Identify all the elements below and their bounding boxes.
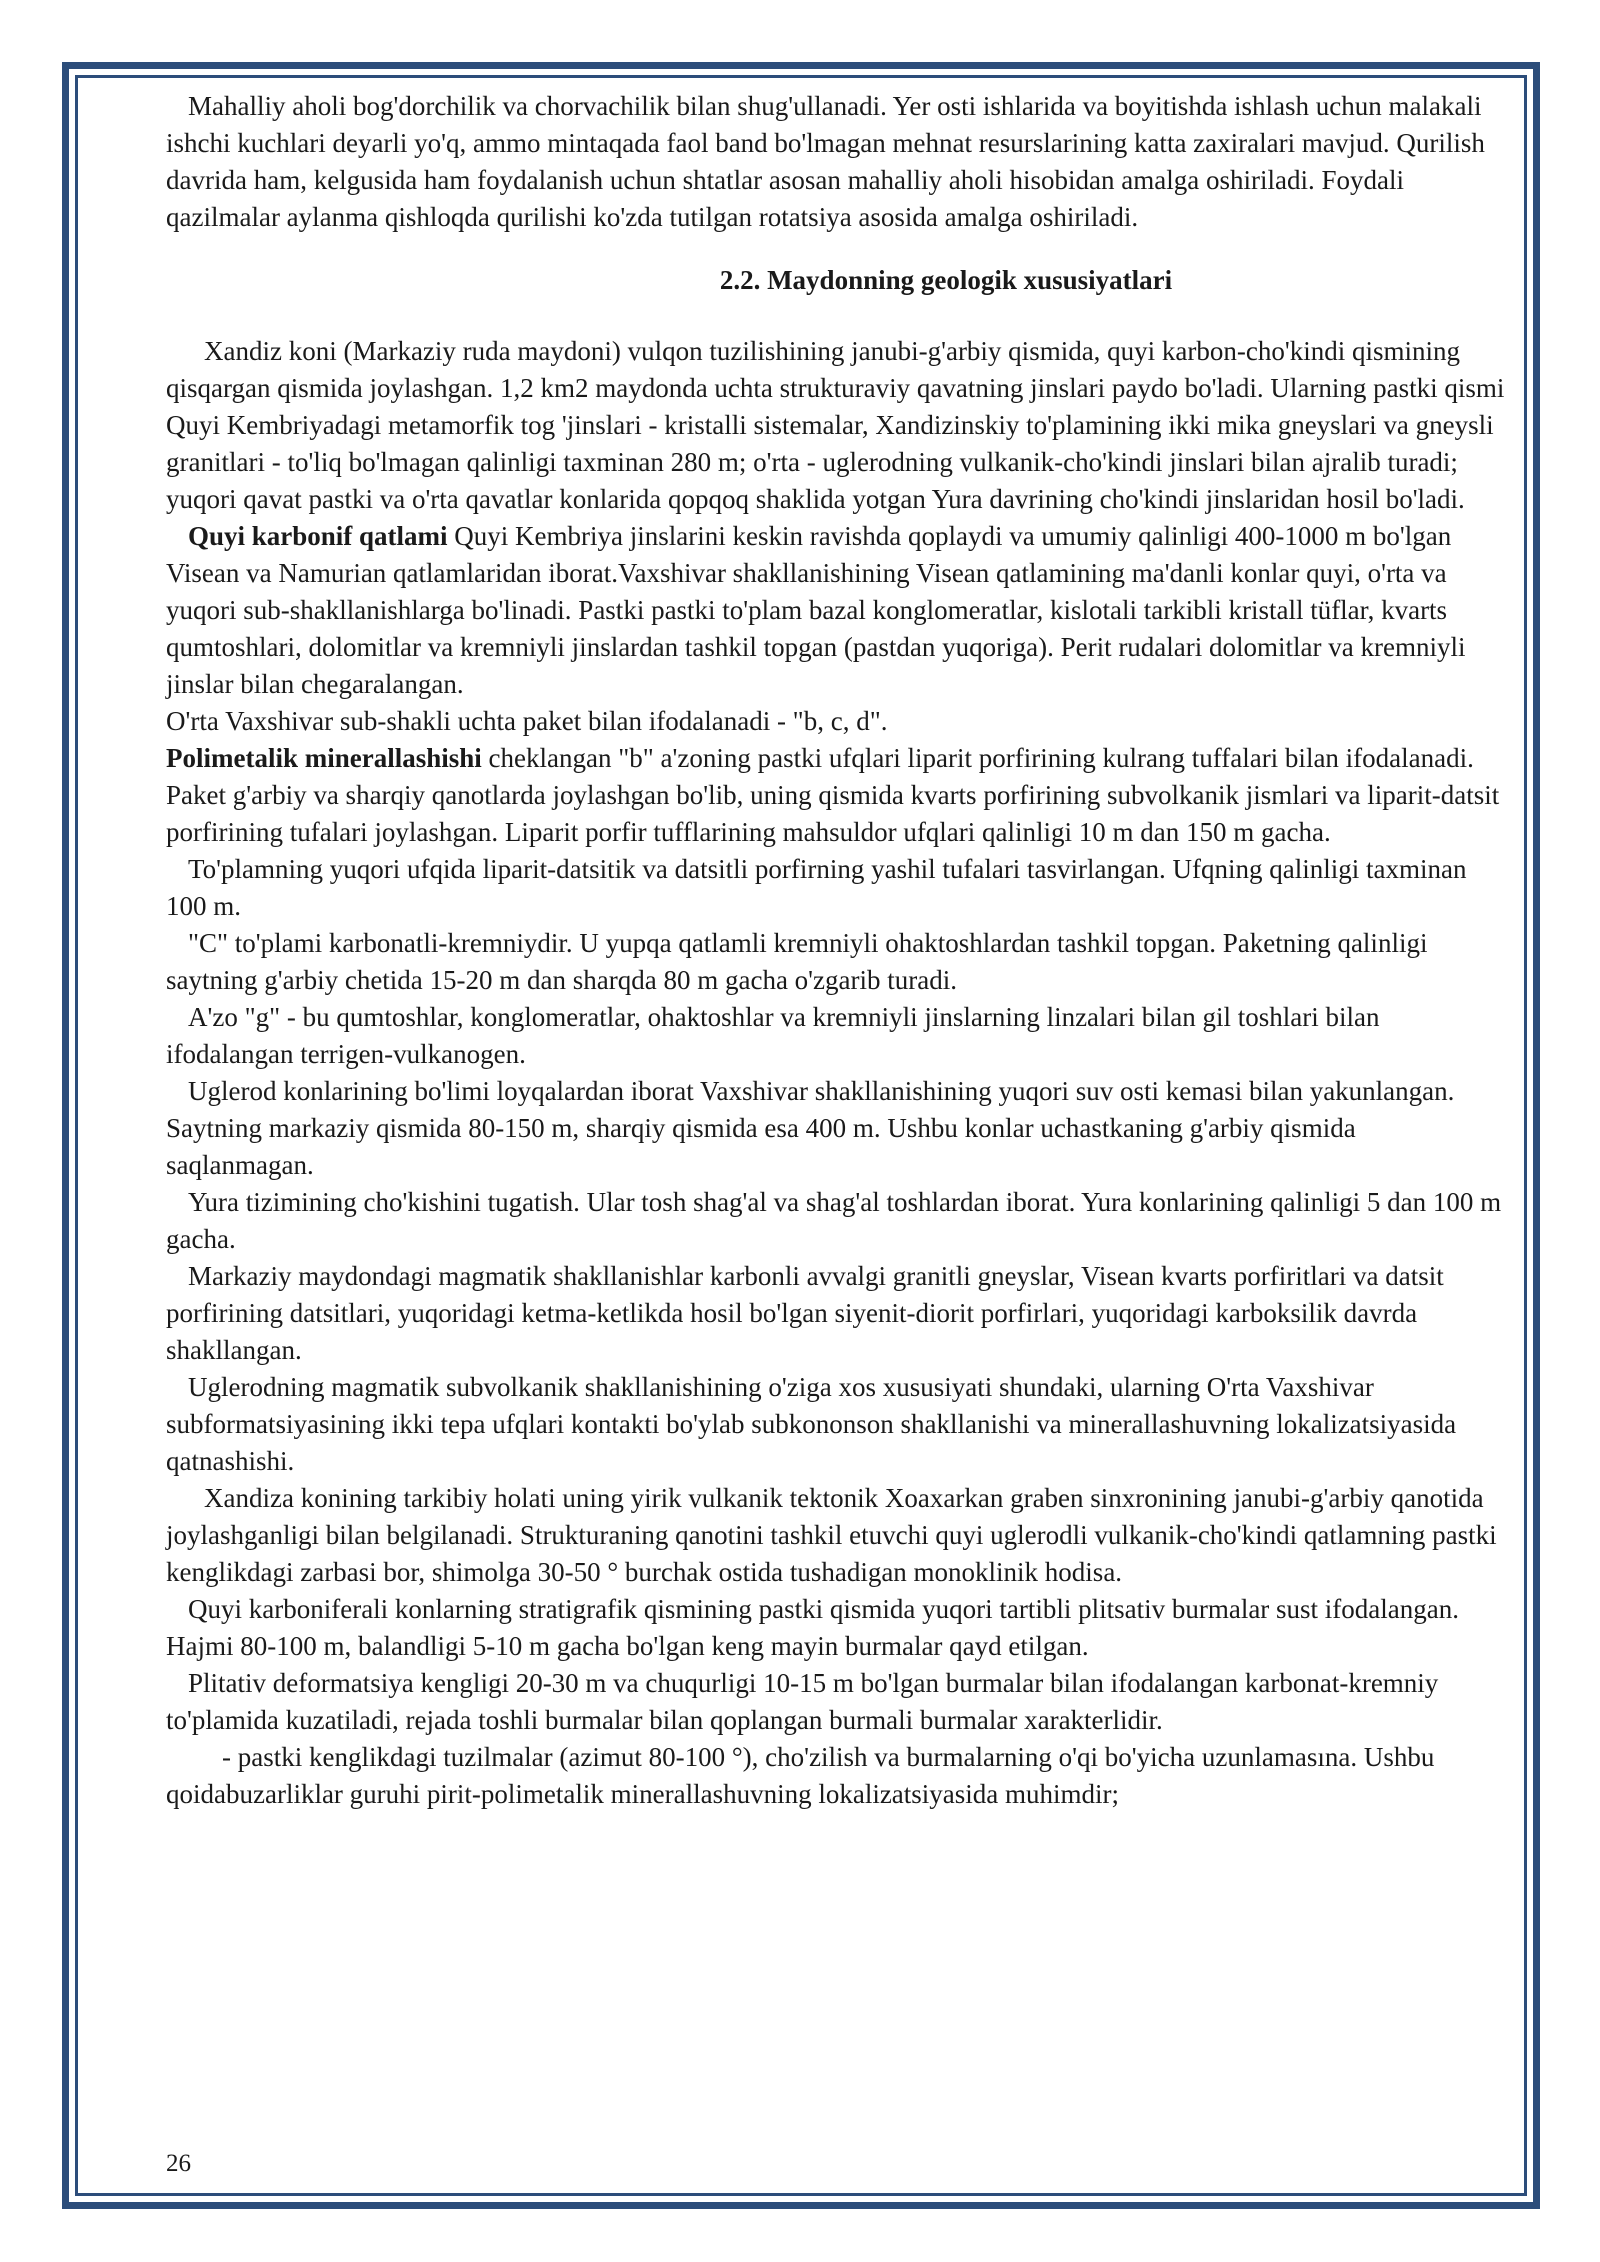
paragraph-c-member: "C" to'plami karbonatli-kremniydir. U yupqa qatlamli kremniyli ohaktoshlardan tashkil topgan. Paketning qalinligi saytning g'arbiy chetida 15-20 m dan sharqda 80 m gacha o'zgarib turadi. (166, 928, 1428, 995)
paragraph-plicative-deformation: Plitativ deformatsiya kengligi 20-30 m va chuqurligi 10-15 m bo'lgan burmalar bilan ifodalangan karbonat-kremniy to'plamida kuzatiladi, rejada toshli burmalar bilan qoplangan burmali burmalar xarakterlidir. (166, 1668, 1439, 1735)
paragraph-local-population: Mahalliy aholi bog'dorchilik va chorvachilik bilan shug'ullanadi. Yer osti ishlarida va boyitishda ishlash uchun malakali ishchi kuchlari deyarli yo'q, ammo mintaqada faol band bo'lmagan mehnat resurslarining katta zaxiralari mavjud. Qurilish davrida ham, kelgusida ham foydalanish uchun shtatlar asosan mahalliy aholi hisobidan amalga oshiriladi. Foydali qazilmalar aylanma qishloqda qurilishi ko'zda tutilgan rotatsiya asosida amalga oshiriladi. (166, 91, 1485, 232)
bold-term-polymetallic: Polimetalik minerallashishi (166, 743, 482, 773)
paragraph-upper-horizon: To'plamning yuqori ufqida liparit-datsitik va datsitli porfirning yashil tufalari tasvirlangan. Ufqning qalinligi taxminan 100 m. (166, 854, 1467, 921)
paragraph-structural-position: Xandiza konining tarkibiy holati uning yirik vulkanik tektonik Xoaxarkan graben sinxronining janubi-g'arbiy qanotida joylashganligi bilan belgilanadi. Strukturaning qanotini tashkil etuvchi quyi uglerodli vulkanik-cho'kindi qatlamning pastki kenglikdagi zarbasi bor, shimolga 30-50 ° burchak ostida tushadigan monoklinik hodisa. (166, 1483, 1497, 1587)
paragraph-middle-vaxshivar: O'rta Vaxshivar sub-shakli uchta paket bilan ifodalanadi - "b, c, d". (166, 706, 888, 736)
paragraph-polymetallic (166, 740, 1506, 851)
paragraph-folds: Quyi karboniferali konlarning stratigrafik qismining pastki qismida yuqori tartibli plitsativ burmalar sust ifodalangan. Hajmi 80-100 m, balandligi 5-10 m gacha bo'lgan keng mayin burmalar qayd etilgan. (166, 1594, 1460, 1661)
paragraph-lower-carboniferous (166, 518, 1506, 703)
section-heading: 2.2. Maydonning geologik xususiyatlari (719, 265, 1173, 295)
document-body (166, 88, 1506, 1813)
paragraph-g-member: A'zo "g" - bu qumtoshlar, konglomeratlar, ohaktoshlar va kremniyli jinslarning linzalari bilan gil toshlari bilan ifodalangan terrigen-vulkanogen. (166, 1002, 1380, 1069)
page-number: 26 (166, 2150, 191, 2177)
paragraph-deposit-location: Xandiz koni (Markaziy ruda maydoni) vulqon tuzilishining janubi-g'arbiy qismida, quyi karbon-cho'kindi qismining qisqargan qismida joylashgan. 1,2 km2 maydonda uchta strukturaviy qavatning jinslari paydo bo'ladi. Ularning pastki qismi Quyi Kembriyadagi metamorfik tog 'jinslari - kristalli sistemalar, Xandizinskiy to'plamining ikki mika gneyslari va gneysli granitlari - to'liq bo'lmagan qalinligi taxminan 280 m; o'rta - uglerodning vulkanik-cho'kindi jinslari bilan ajralib turadi; yuqori qavat pastki va o'rta qavatlar konlarida qopqoq shaklida yotgan Yura davrining cho'kindi jinslaridan hosil bo'ladi. (166, 336, 1505, 514)
paragraph-jurassic: Yura tizimining cho'kishini tugatish. Ular tosh shag'al va shag'al toshlardan iborat. Yura konlarining qalinligi 5 dan 100 m gacha. (166, 1187, 1502, 1254)
paragraph-text: cheklangan "b" a'zoning pastki ufqlari liparit porfirining kulrang tuffalari bilan ifodalanadi. Paket g'arbiy va sharqiy qanotlarda joylashgan bo'lib, uning qismida kvarts porfirining subvolkanik jismlari va liparit-datsit porfirining tufalari joylashgan. Liparit porfir tufflarining mahsuldor ufqlari qalinligi 10 m dan 150 m gacha. (166, 743, 1500, 847)
paragraph-carbon-deposits: Uglerod konlarining bo'limi loyqalardan iborat Vaxshivar shakllanishining yuqori suv osti kemasi bilan yakunlangan. Saytning markaziy qismida 80-150 m, sharqiy qismida esa 400 m. Ushbu konlar uchastkaning g'arbiy qismida saqlanmagan. (166, 1076, 1455, 1180)
paragraph-list-item: - pastki kenglikdagi tuzilmalar (azimut 80-100 °), cho'zilish va burmalarning o'qi bo'yicha uzunlamasına. Ushbu qoidabuzarliklar guruhi pirit-polimetalik minerallashuvning lokalizatsiyasida muhimdir; (166, 1742, 1435, 1809)
paragraph-magmatic-formations: Markaziy maydondagi magmatik shakllanishlar karbonli avvalgi granitli gneyslar, Visean kvarts porfiritlari va datsit porfirining datsitlari, yuqoridagi ketma-ketlikda hosil bo'lgan siyenit-diorit porfirlari, yuqoridagi karboksilik davrda shakllangan. (166, 1261, 1444, 1365)
bold-term-lower-carboniferous: Quyi karbonif qatlami (188, 521, 448, 551)
paragraph-subvolcanic: Uglerodning magmatik subvolkanik shakllanishining o'ziga xos xususiyati shundaki, ularning O'rta Vaxshivar subformatsiyasining ikki tepa ufqlari kontakti bo'ylab subkononson shakllanishi va minerallashuvning lokalizatsiyasida qatnashishi. (166, 1372, 1457, 1476)
paragraph-text: Quyi Kembriya jinslarini keskin ravishda qoplaydi va umumiy qalinligi 400-1000 m bo'lgan Visean va Namurian qatlamlaridan iborat.Vaxshivar shakllanishining Visean qatlamining ma'danli konlar quyi, o'rta va yuqori sub-shakllanishlarga bo'linadi. Pastki pastki to'plam bazal konglomeratlar, kislotali tarkibli kristall tüflar, kvarts qumtoshlari, dolomitlar va kremniyli jinslardan tashkil topgan (pastdan yuqoriga). Perit rudalari dolomitlar va kremniyli jinslar bilan chegaralangan. (166, 521, 1466, 699)
